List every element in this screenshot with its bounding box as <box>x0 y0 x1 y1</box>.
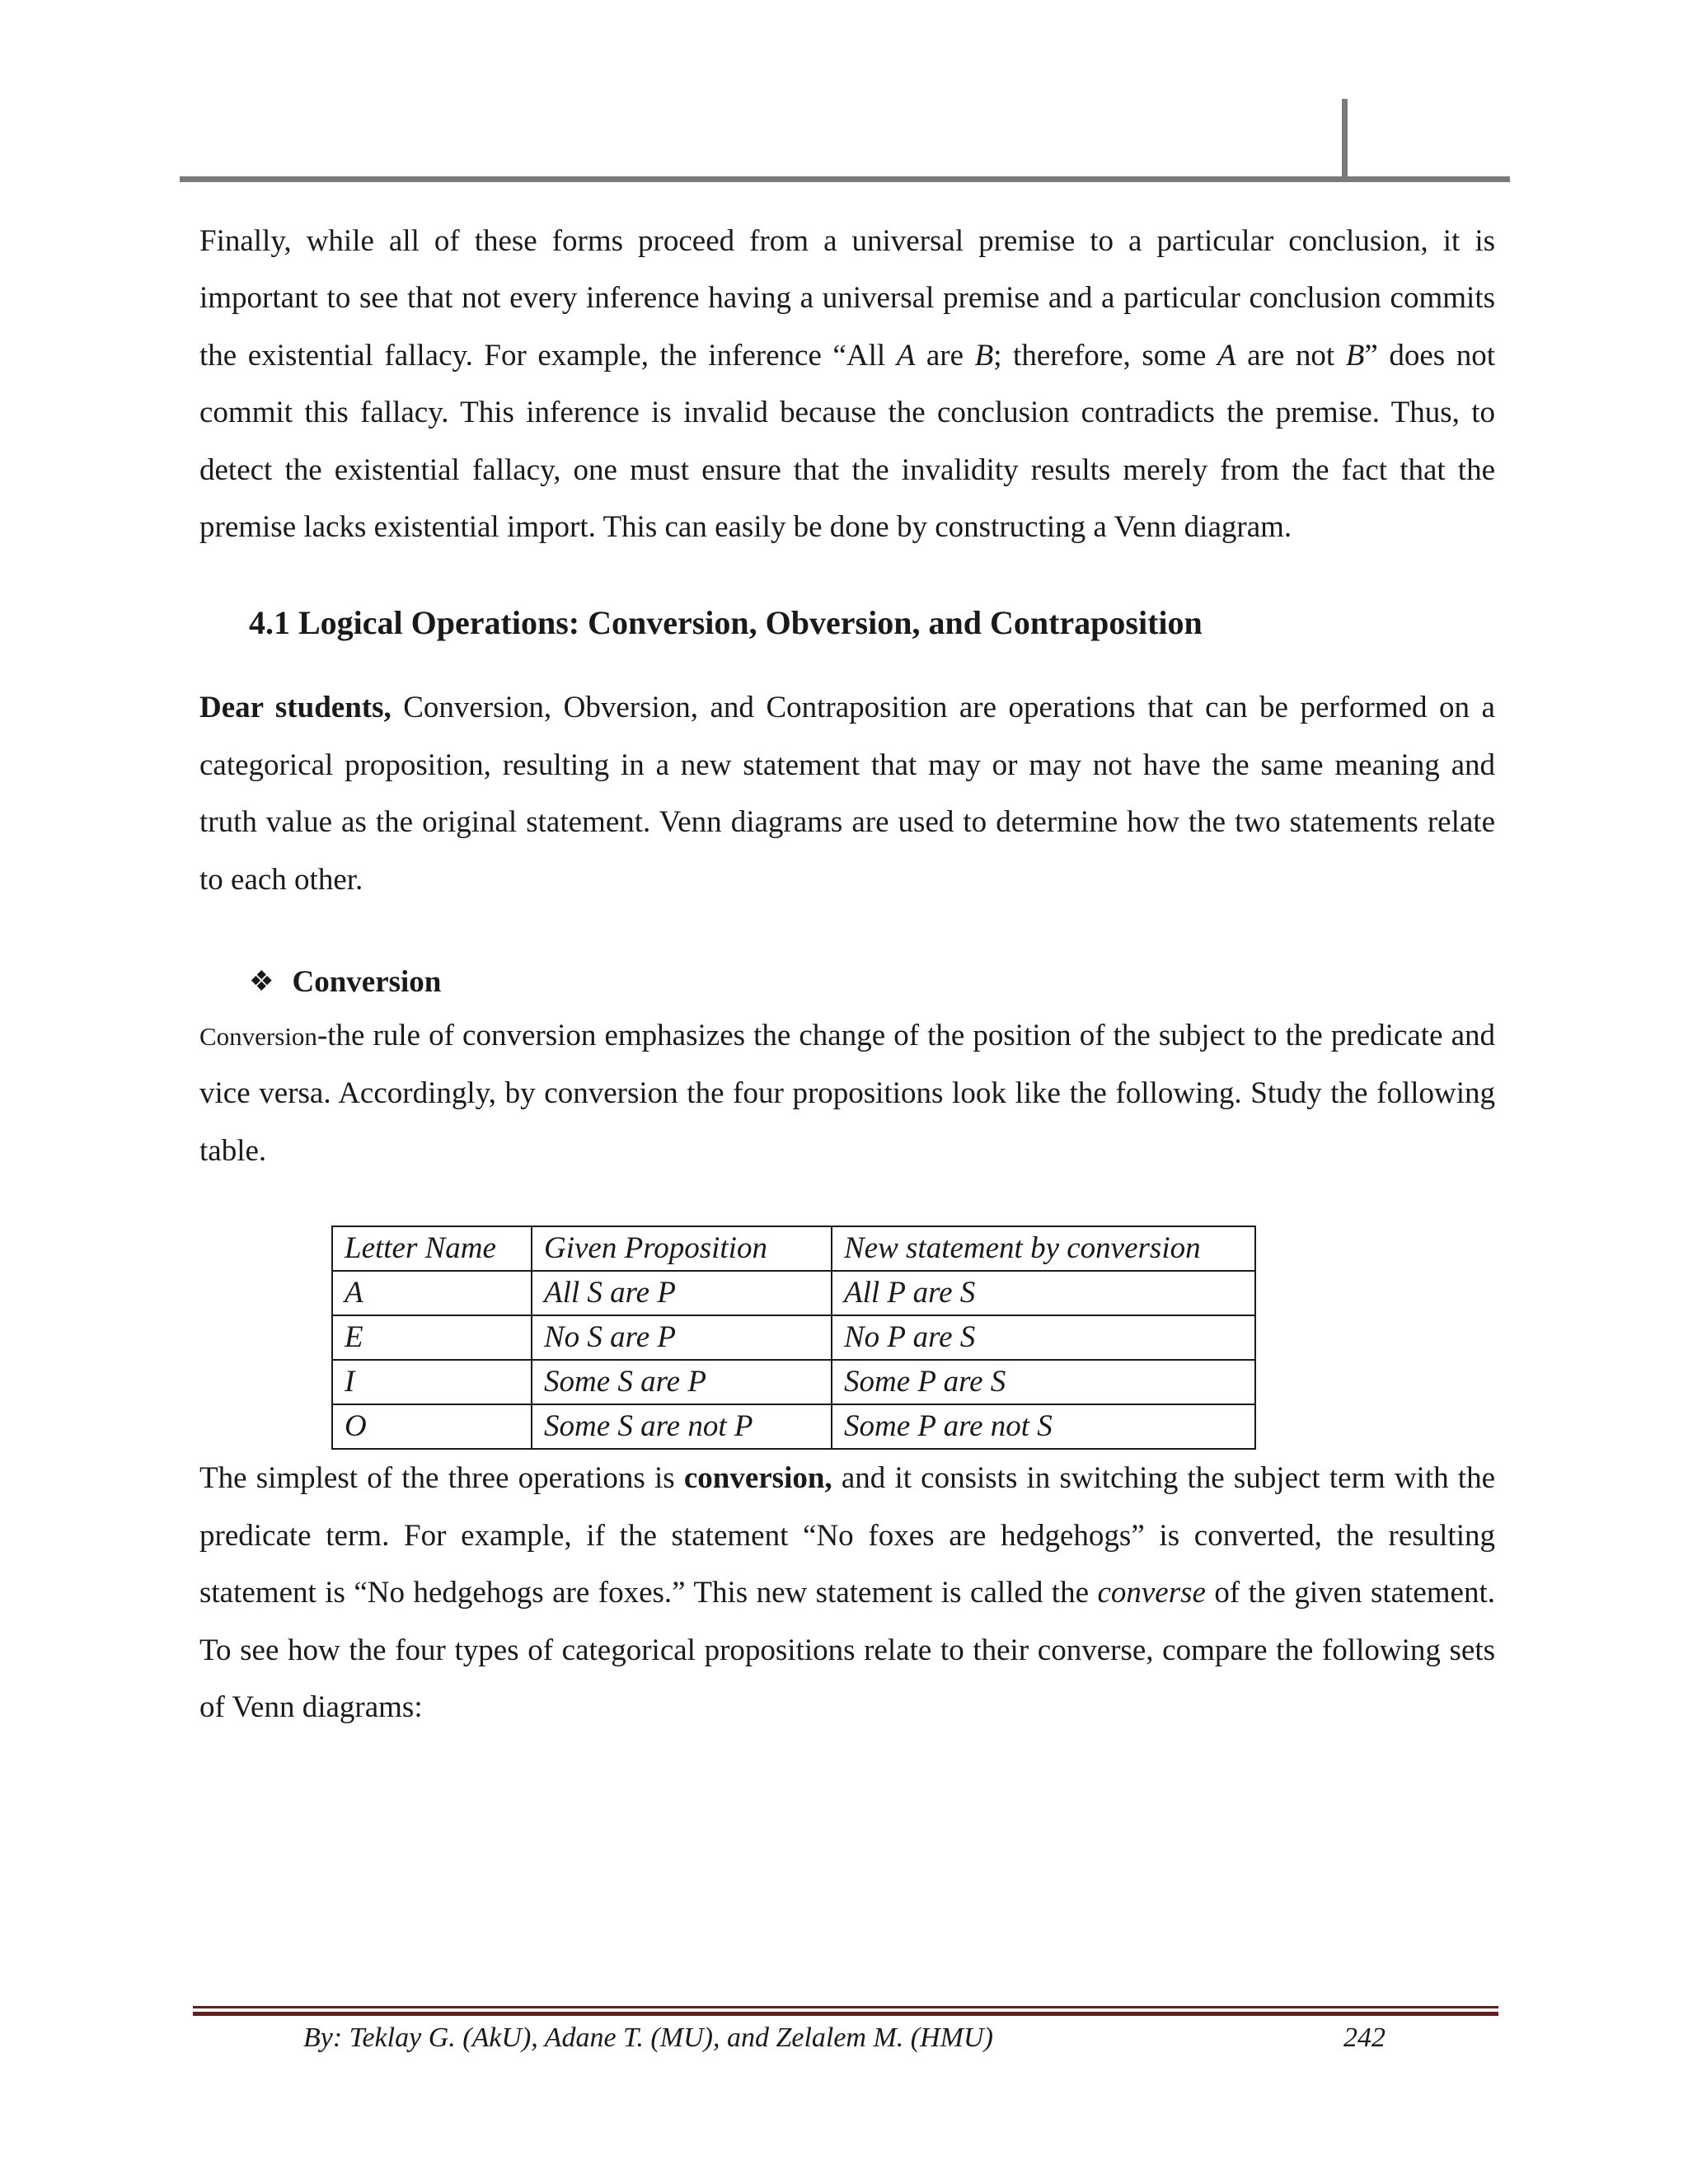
paragraph-existential-fallacy: Finally, while all of these forms proceed from a universal premise to a particular conclusion, it is important to see that not every inference having a universal premise and a particular conclusion commits the existential fallacy. For example, the inference “All A are B; therefore, some A are not B” does not commit this fallacy. This inference is invalid because the conclusion contradicts the premise. Thus, to detect the existential fallacy, one must ensure that the invalidity results merely from the fact that the premise lacks existential import. This can easily be done by constructing a Venn diagram. <box>199 224 1495 545</box>
footer-authors: By: Teklay G. (AkU), Adane T. (MU), and Zelalem M. (HMU) <box>303 2022 993 2053</box>
header-vertical-tick <box>1342 99 1348 180</box>
conversion-heading <box>249 958 1495 1007</box>
section-heading: 4.1 Logical Operations: Conversion, Obversion, and Contraposition <box>249 604 1203 642</box>
table-cell: E <box>332 1315 532 1360</box>
paragraph-operations-intro: Dear students, Conversion, Obversion, and Contraposition are operations that can be performed on a categorical proposition, resulting in a new statement that may or may not have the same meaning and truth value as the original statement. Venn diagrams are used to determine how the two statements relate to each other. <box>199 691 1495 897</box>
conversion-table <box>331 1226 1256 1450</box>
table-header-cell: New statement by conversion <box>832 1226 1255 1271</box>
table-cell: O <box>332 1404 532 1449</box>
table-cell: All P are S <box>832 1271 1255 1315</box>
table-header-cell: Letter Name <box>332 1226 532 1271</box>
table-row <box>332 1404 1255 1449</box>
paragraph-simplest-operation: The simplest of the three operations is conversion, and it consists in switching the subject term with the predicate term. For example, if the statement “No foxes are hedgehogs” is converted, the resulting statement is “No hedgehogs are foxes.” This new statement is called the converse of the given statement. To see how the four types of categorical propositions relate to their converse, compare the following sets of Venn diagrams: <box>199 1461 1496 1724</box>
table-cell: Some P are not S <box>832 1404 1255 1449</box>
header-rule <box>180 176 1510 182</box>
table-row <box>332 1360 1255 1404</box>
table-cell: All S are P <box>532 1271 832 1315</box>
table-cell: Some P are S <box>832 1360 1255 1404</box>
table-cell: No P are S <box>832 1315 1255 1360</box>
paragraph-conversion-rule: Conversion-the rule of conversion emphasizes the change of the position of the subject to the predicate and vice versa. Accordingly, by conversion the four propositions look like the following. Study the following table. <box>199 1019 1495 1168</box>
page-number: 242 <box>1343 2022 1386 2053</box>
conversion-heading-label: Conversion <box>292 965 442 1000</box>
table-cell: Some S are P <box>532 1360 832 1404</box>
table-cell: A <box>332 1271 532 1315</box>
table-header-row <box>332 1226 1255 1271</box>
table-cell: No S are P <box>532 1315 832 1360</box>
table-row <box>332 1271 1255 1315</box>
diamond-bullet-icon: ❖ <box>249 967 274 998</box>
footer-rule <box>193 2006 1498 2016</box>
table-cell: I <box>332 1360 532 1404</box>
table-row <box>332 1315 1255 1360</box>
table-cell: Some S are not P <box>532 1404 832 1449</box>
page-content <box>199 213 1495 1736</box>
table-header-cell: Given Proposition <box>532 1226 832 1271</box>
